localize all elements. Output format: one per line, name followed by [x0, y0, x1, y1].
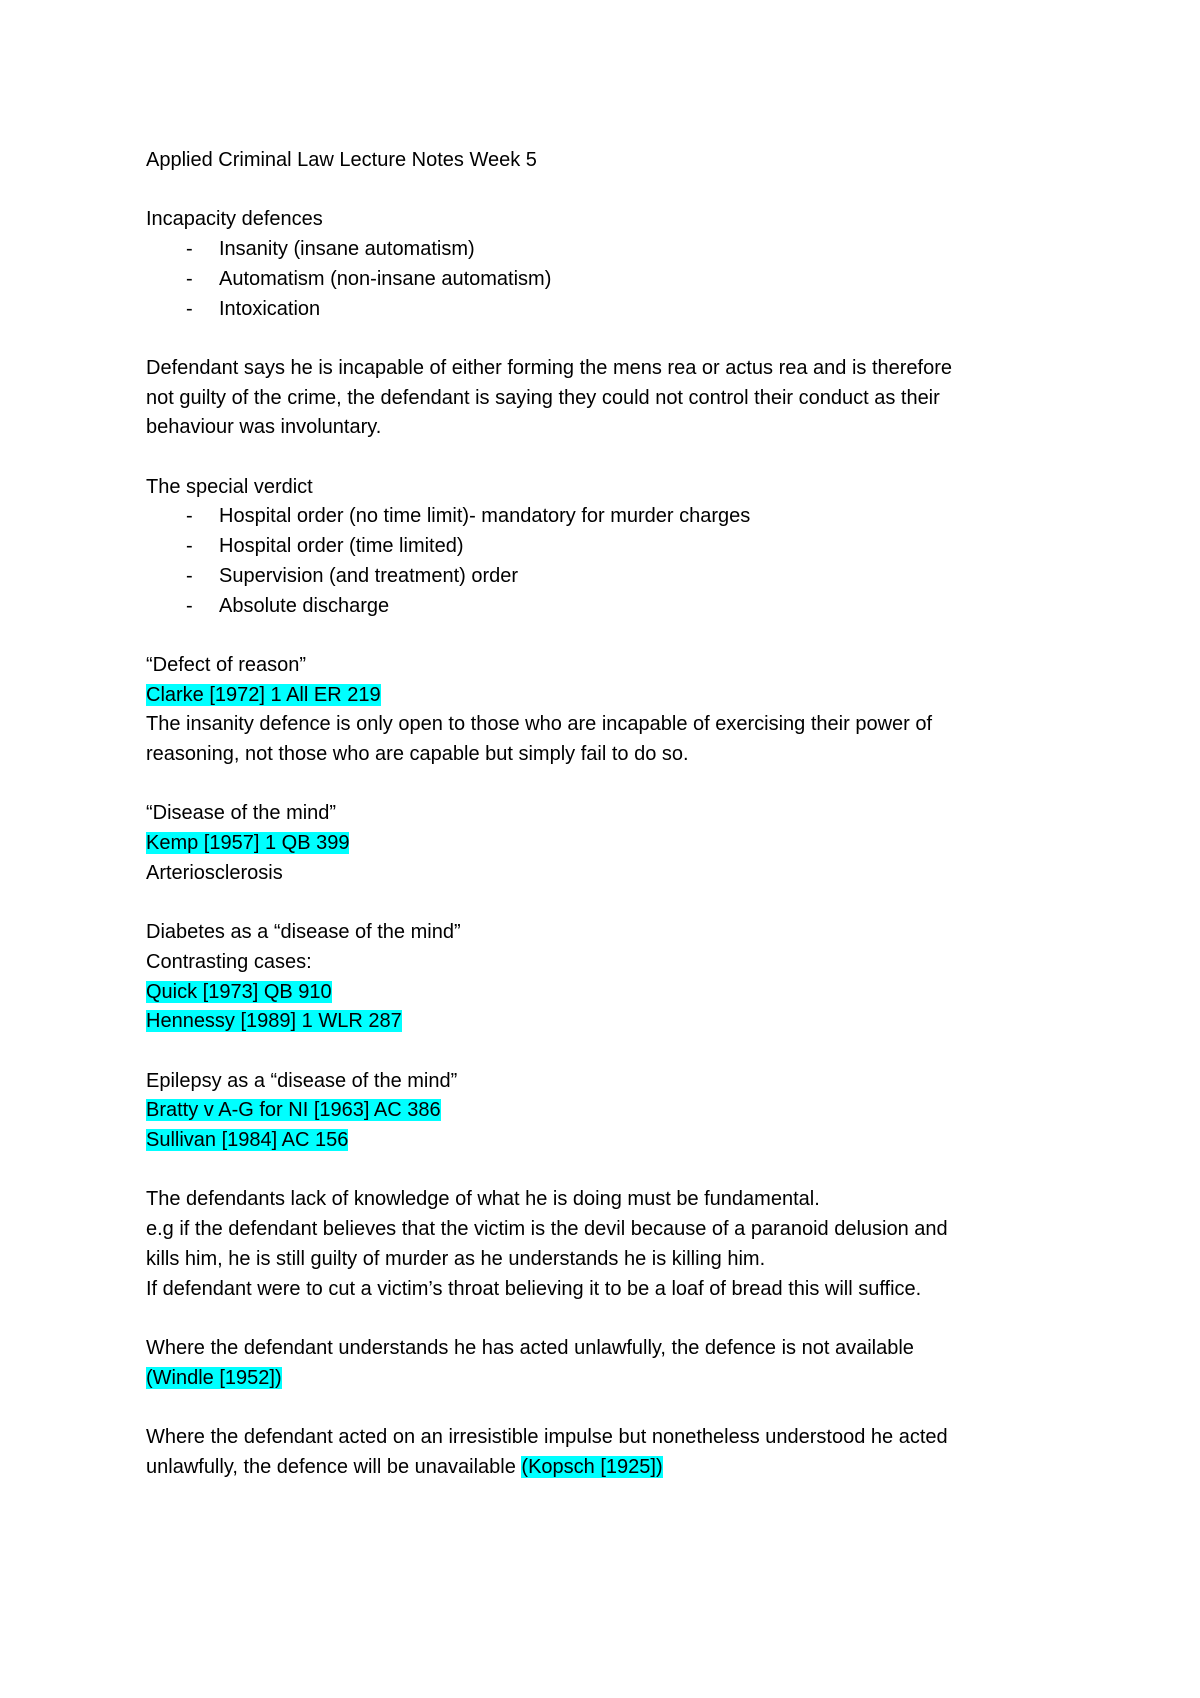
- case-citation: (Kopsch [1925]): [521, 1455, 663, 1478]
- knowledge-line: If defendant were to cut a victim’s throat believing it to be a loaf of bread this will suffice.: [146, 1277, 922, 1300]
- dash-bullet: -: [186, 267, 193, 290]
- case-citation-line: [146, 1096, 1076, 1126]
- case-citation-line: [146, 1007, 1076, 1037]
- spacer: [146, 1393, 1076, 1423]
- list-item-text: Intoxication: [219, 297, 321, 320]
- kopsch-line: [146, 1453, 1076, 1483]
- incapacity-heading: Incapacity defences: [146, 208, 323, 231]
- diabetes-subheading: Contrasting cases:: [146, 950, 312, 973]
- case-citation: Clarke [1972] 1 All ER 219: [146, 683, 381, 706]
- case-citation: Hennessy [1989] 1 WLR 287: [146, 1010, 402, 1033]
- case-citation-line: [146, 1364, 1076, 1394]
- case-citation-line: [146, 681, 1076, 711]
- intro-line: not guilty of the crime, the defendant is saying they could not control their conduct as their: [146, 386, 940, 409]
- spacer: [146, 1156, 1076, 1186]
- verdict-heading: The special verdict: [146, 475, 313, 498]
- spacer: [146, 176, 1076, 206]
- dash-bullet: -: [186, 505, 193, 528]
- list-item: [146, 265, 1076, 295]
- document-title: Applied Criminal Law Lecture Notes Week 5: [146, 149, 537, 171]
- defect-line: reasoning, not those who are capable but simply fail to do so.: [146, 743, 689, 765]
- disease-note: Arteriosclerosis: [146, 861, 283, 884]
- list-item-text: Hospital order (no time limit)- mandatory for murder charges: [219, 505, 751, 528]
- list-item-text: Supervision (and treatment) order: [219, 564, 519, 587]
- case-citation: Quick [1973] QB 910: [146, 980, 332, 1003]
- document-body: [146, 146, 1076, 1482]
- intro-line: Defendant says he is incapable of either forming the mens rea or actus rea and is therefore: [146, 356, 953, 379]
- defect-heading: “Defect of reason”: [146, 653, 307, 676]
- list-item: [146, 532, 1076, 562]
- incapacity-list: [146, 235, 1076, 324]
- spacer: [146, 621, 1076, 651]
- case-citation: Kemp [1957] 1 QB 399: [146, 832, 350, 855]
- list-item: [146, 295, 1076, 325]
- windle-line: Where the defendant understands he has acted unlawfully, the defence is not available: [146, 1336, 914, 1359]
- diabetes-heading: Diabetes as a “disease of the mind”: [146, 921, 461, 944]
- knowledge-line: kills him, he is still guilty of murder as he understands he is killing him.: [146, 1247, 766, 1270]
- dash-bullet: -: [186, 564, 193, 587]
- spacer: [146, 889, 1076, 919]
- list-item: [146, 235, 1076, 265]
- list-item: [146, 502, 1076, 532]
- case-citation: Sullivan [1984] AC 156: [146, 1129, 349, 1152]
- spacer: [146, 1037, 1076, 1067]
- intro-line: behaviour was involuntary.: [146, 416, 382, 439]
- list-item-text: Insanity (insane automatism): [219, 238, 475, 261]
- case-citation-line: [146, 829, 1076, 859]
- dash-bullet: -: [186, 238, 193, 261]
- spacer: [146, 770, 1076, 800]
- list-item-text: Absolute discharge: [219, 594, 390, 617]
- spacer: [146, 1304, 1076, 1334]
- dash-bullet: -: [186, 594, 193, 617]
- case-citation-line: [146, 978, 1076, 1008]
- verdict-list: [146, 502, 1076, 621]
- kopsch-line-text: unlawfully, the defence will be unavailable: [146, 1455, 522, 1478]
- defect-line: The insanity defence is only open to those who are incapable of exercising their power of: [146, 713, 933, 736]
- spacer: [146, 324, 1076, 354]
- spacer: [146, 443, 1076, 473]
- list-item: [146, 562, 1076, 592]
- knowledge-line: e.g if the defendant believes that the victim is the devil because of a paranoid delusion and: [146, 1218, 948, 1241]
- list-item: [146, 592, 1076, 622]
- kopsch-line: Where the defendant acted on an irresistible impulse but nonetheless understood he acted: [146, 1426, 948, 1449]
- epilepsy-heading: Epilepsy as a “disease of the mind”: [146, 1069, 458, 1092]
- dash-bullet: -: [186, 297, 193, 320]
- list-item-text: Automatism (non-insane automatism): [219, 267, 552, 290]
- case-citation: (Windle [1952]): [146, 1366, 282, 1389]
- case-citation-line: [146, 1126, 1076, 1156]
- case-citation: Bratty v A-G for NI [1963] AC 386: [146, 1099, 441, 1122]
- disease-heading: “Disease of the mind”: [146, 802, 337, 825]
- knowledge-line: The defendants lack of knowledge of what he is doing must be fundamental.: [146, 1188, 820, 1211]
- list-item-text: Hospital order (time limited): [219, 535, 464, 558]
- dash-bullet: -: [186, 535, 193, 558]
